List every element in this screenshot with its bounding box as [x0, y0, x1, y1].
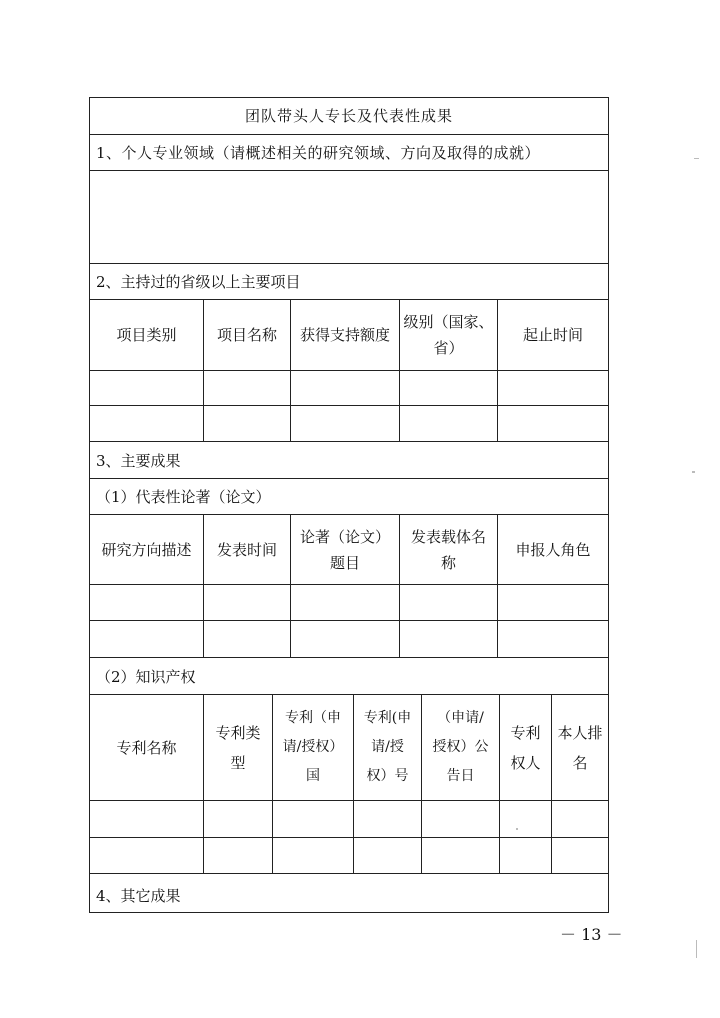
projects-header-level: 级别（国家、 省）	[403, 313, 494, 357]
projects-header-category: 项目类别	[116, 326, 177, 344]
projects-header-period: 起止时间	[522, 326, 583, 344]
projects-header-funding: 获得支持额度	[299, 326, 390, 344]
papers-header-direction: 研究方向描述	[101, 540, 192, 559]
form-title: 团队带头人专长及代表性成果	[244, 107, 453, 125]
section-4-heading: 4、其它成果	[96, 887, 181, 905]
papers-header-date: 发表时间	[216, 540, 277, 559]
patents-header-type: 专利类 型	[215, 723, 261, 772]
page-number: － 13 －	[560, 925, 623, 944]
patents-header-holder: 专利 权人	[510, 723, 541, 772]
section-3-heading: 3、主要成果	[96, 452, 181, 470]
patents-header-country: 专利（申 请/授权） 国	[282, 710, 344, 784]
patents-header-number: 专利(申 请/授 权）号	[363, 710, 412, 784]
papers-header-venue: 发表载体名 称	[410, 527, 486, 572]
patents-header-rank: 本人排 名	[557, 723, 603, 772]
projects-header-name: 项目名称	[216, 326, 277, 344]
papers-header-role: 申报人角色	[515, 540, 591, 559]
patents-header-name: 专利名称	[116, 738, 177, 757]
patents-header-announce-date: （申请/ 授权）公 告日	[432, 710, 489, 784]
papers-header-title: 论著（论文） 题目	[299, 527, 390, 572]
section-3-2-heading: （2）知识产权	[96, 668, 196, 686]
section-3-1-heading: （1）代表性论著（论文）	[96, 488, 271, 506]
section-2-heading: 2、主持过的省级以上主要项目	[96, 273, 301, 291]
section-1-heading: 1、个人专业领域（请概述相关的研究领域、方向及取得的成就）	[96, 144, 541, 162]
